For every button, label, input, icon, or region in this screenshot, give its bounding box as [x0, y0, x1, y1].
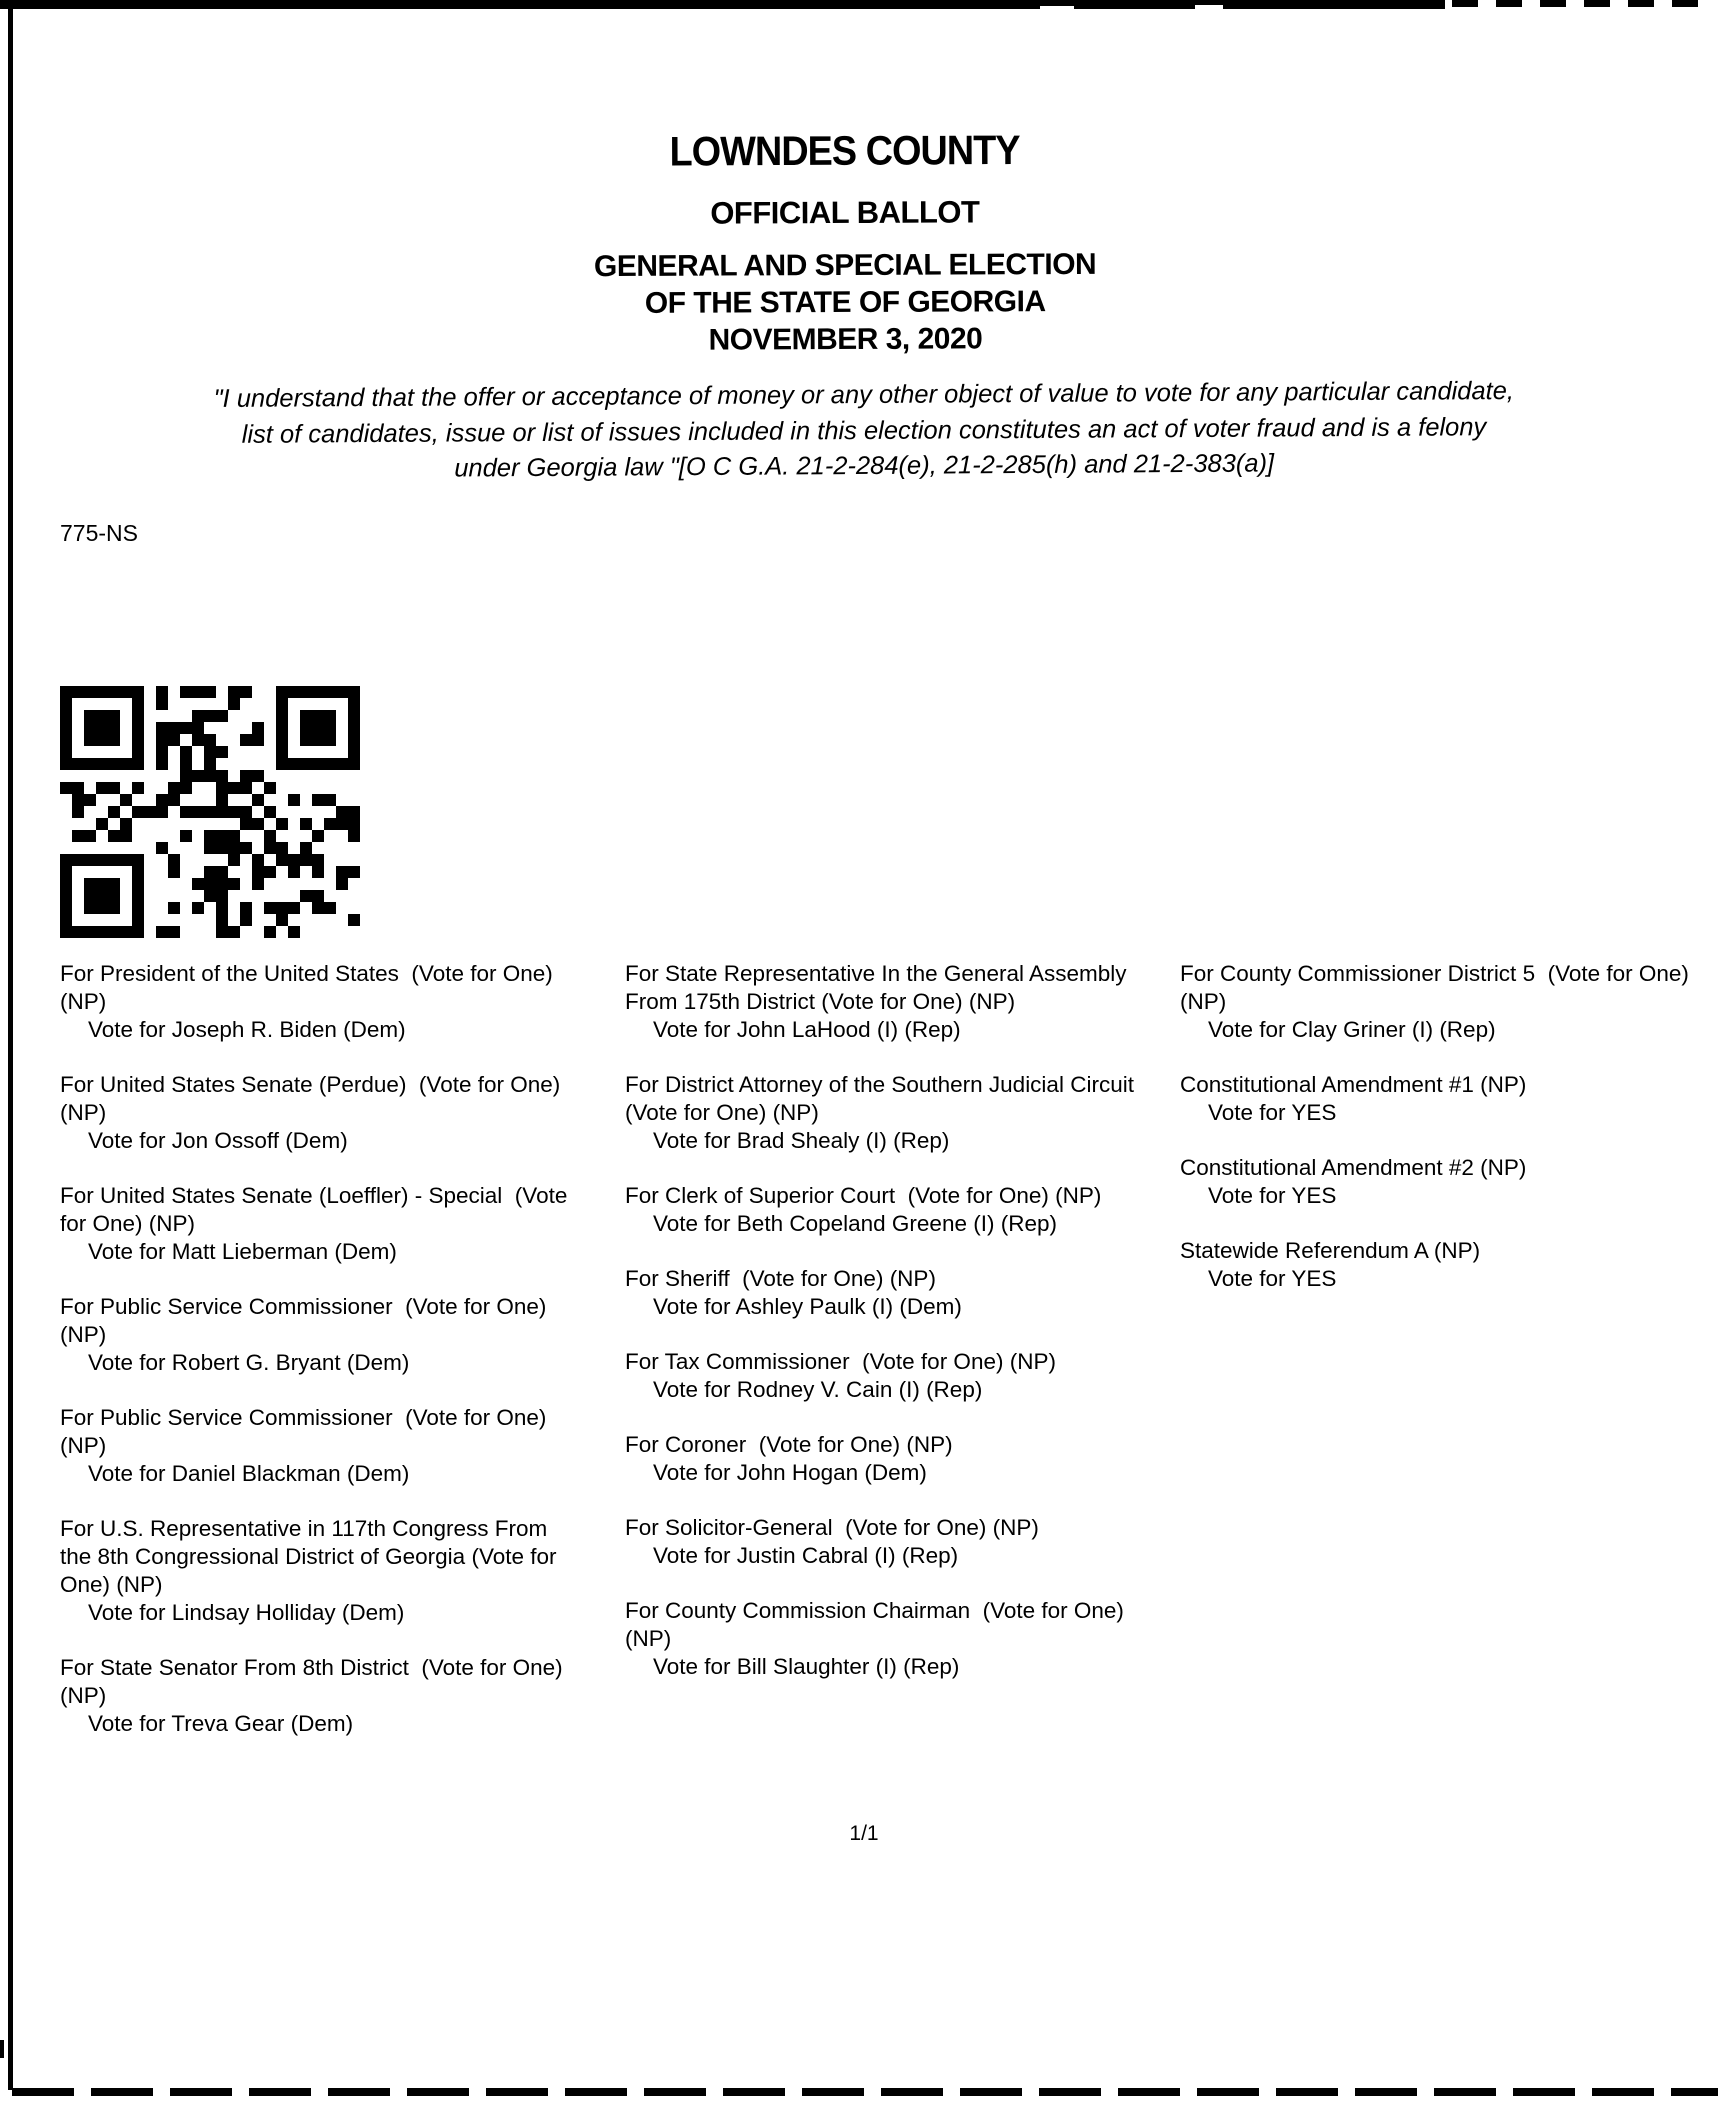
contest-title: For Sheriff (Vote for One) (NP)	[625, 1266, 936, 1291]
contest-vote: Vote for Brad Shealy (I) (Rep)	[653, 1128, 950, 1153]
contest-vote: Vote for Matt Lieberman (Dem)	[88, 1239, 397, 1264]
contest-vote: Vote for Bill Slaughter (I) (Rep)	[653, 1654, 960, 1679]
contest-block	[625, 1431, 1150, 1487]
ballot-column-2	[625, 960, 1150, 1708]
contest-vote: Vote for Ashley Paulk (I) (Dem)	[653, 1294, 962, 1319]
contest-block	[60, 1654, 572, 1738]
contest-vote: Vote for YES	[1208, 1100, 1337, 1125]
page-number: 1/1	[849, 1822, 879, 1845]
contest-block	[60, 1182, 572, 1266]
contest-block	[60, 1404, 572, 1488]
contest-vote: Vote for Joseph R. Biden (Dem)	[88, 1017, 406, 1042]
contest-block	[625, 960, 1150, 1044]
contest-block	[60, 1293, 572, 1377]
contest-title: For United States Senate (Perdue) (Vote for One) (NP)	[60, 1072, 567, 1125]
contest-block	[1180, 1154, 1708, 1210]
contest-title: For State Representative In the General Assembly From 175th District (Vote for One) (NP)	[625, 961, 1133, 1014]
contest-title: For U.S. Representative in 117th Congress From the 8th Congressional District of Georgia (Vote for One) (NP)	[60, 1516, 563, 1597]
scan-artifact-bottom-dashes	[12, 2088, 1718, 2096]
contest-vote: Vote for Clay Griner (I) (Rep)	[1208, 1017, 1496, 1042]
contest-vote: Vote for Justin Cabral (I) (Rep)	[653, 1543, 959, 1568]
contest-block	[625, 1265, 1150, 1321]
contest-block	[60, 960, 572, 1044]
disclaimer-line: under Georgia law "[O C G.A. 21-2-284(e), 21-2-285(h) and 21-2-383(a)]	[454, 449, 1275, 483]
contest-block	[1180, 960, 1708, 1044]
ballot-header	[0, 126, 1690, 361]
contest-block	[625, 1348, 1150, 1404]
contest-title: Statewide Referendum A (NP)	[1180, 1238, 1481, 1263]
scan-artifact-bottom-left-tick	[0, 2040, 4, 2058]
contest-block	[1180, 1071, 1708, 1127]
contest-vote: Vote for Treva Gear (Dem)	[88, 1711, 354, 1736]
contest-title: For President of the United States (Vote for One) (NP)	[60, 961, 560, 1014]
voter-fraud-disclaimer	[24, 373, 1705, 490]
contest-block	[625, 1514, 1150, 1570]
contest-title: For Coroner (Vote for One) (NP)	[625, 1432, 953, 1457]
disclaimer-line: list of candidates, issue or list of issues included in this election constitutes an act of voter fraud and is a felony	[241, 412, 1487, 449]
contest-title: For Solicitor-General (Vote for One) (NP)	[625, 1515, 1039, 1540]
scan-artifact-top-dashes	[1452, 0, 1712, 7]
contest-vote: Vote for Jon Ossoff (Dem)	[88, 1128, 348, 1153]
contest-title: Constitutional Amendment #2 (NP)	[1180, 1155, 1527, 1180]
contest-title: For United States Senate (Loeffler) - Special (Vote for One) (NP)	[60, 1183, 574, 1236]
ballot-style-code: 775-NS	[60, 520, 138, 546]
contest-vote: Vote for YES	[1208, 1183, 1337, 1208]
page-title: LOWNDES COUNTY	[669, 127, 1020, 176]
ballot-column-1	[60, 960, 572, 1765]
contest-title: For County Commission Chairman (Vote for One) (NP)	[625, 1598, 1131, 1651]
contest-title: For Public Service Commissioner (Vote for One) (NP)	[60, 1294, 553, 1347]
contest-block	[625, 1071, 1150, 1155]
contest-title: For County Commissioner District 5 (Vote for One) (NP)	[1180, 961, 1696, 1014]
election-title-line: OF THE STATE OF GEORGIA	[644, 285, 1046, 320]
qr-code	[60, 686, 360, 938]
contest-block	[60, 1515, 572, 1627]
scan-artifact-top-bar-notch	[1195, 5, 1223, 9]
contest-title: For Tax Commissioner (Vote for One) (NP)	[625, 1349, 1056, 1374]
scan-artifact-top-bar	[0, 0, 1445, 9]
contest-vote: Vote for John LaHood (I) (Rep)	[653, 1017, 961, 1042]
election-title-line: GENERAL AND SPECIAL ELECTION	[593, 247, 1097, 284]
contest-title: For Clerk of Superior Court (Vote for One) (NP)	[625, 1183, 1102, 1208]
contest-block	[625, 1182, 1150, 1238]
contest-vote: Vote for Robert G. Bryant (Dem)	[88, 1350, 410, 1375]
contest-vote: Vote for John Hogan (Dem)	[653, 1460, 927, 1485]
disclaimer-line: "I understand that the offer or acceptance of money or any other object of value to vote for any particular candidate,	[213, 377, 1515, 413]
contest-vote: Vote for YES	[1208, 1266, 1337, 1291]
contest-title: For District Attorney of the Southern Judicial Circuit (Vote for One) (NP)	[625, 1072, 1147, 1125]
contest-vote: Vote for Beth Copeland Greene (I) (Rep)	[653, 1211, 1057, 1236]
contest-title: For State Senator From 8th District (Vote for One) (NP)	[60, 1655, 569, 1708]
contest-vote: Vote for Daniel Blackman (Dem)	[88, 1461, 410, 1486]
contest-block	[1180, 1237, 1708, 1293]
contest-block	[625, 1597, 1150, 1681]
contest-vote: Vote for Rodney V. Cain (I) (Rep)	[653, 1377, 983, 1402]
election-title-line: NOVEMBER 3, 2020	[708, 322, 983, 357]
election-title	[0, 243, 1690, 361]
contest-block	[60, 1071, 572, 1155]
contest-title: For Public Service Commissioner (Vote for One) (NP)	[60, 1405, 553, 1458]
scan-artifact-top-bar-notch	[1040, 6, 1074, 9]
ballot-column-3	[1180, 960, 1708, 1320]
contest-title: Constitutional Amendment #1 (NP)	[1180, 1072, 1527, 1097]
contest-vote: Vote for Lindsay Holliday (Dem)	[88, 1600, 405, 1625]
page-subtitle: OFFICIAL BALLOT	[710, 194, 980, 231]
